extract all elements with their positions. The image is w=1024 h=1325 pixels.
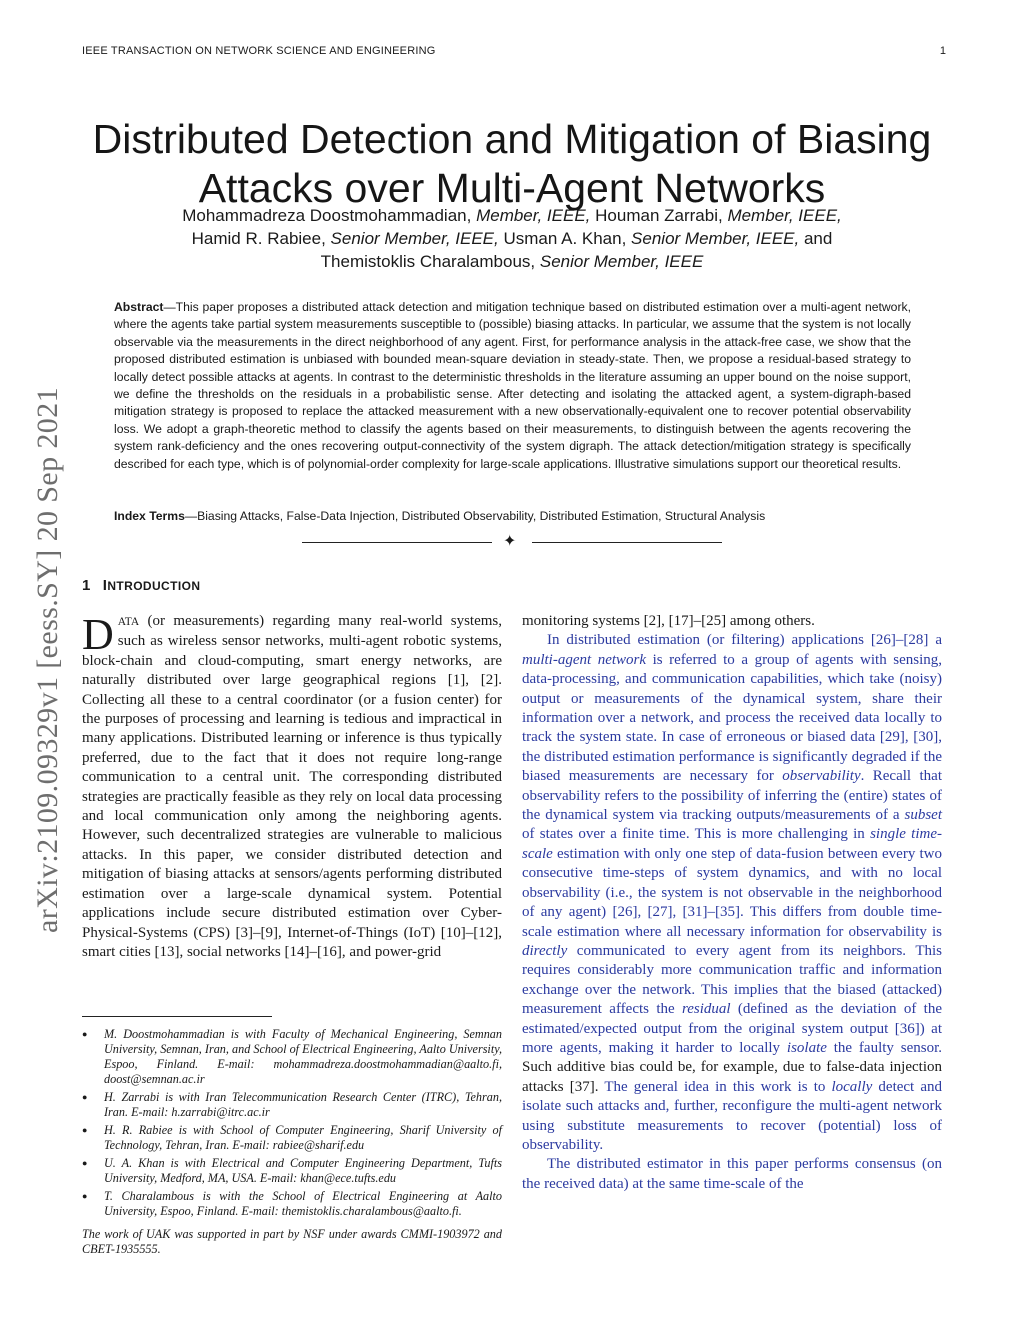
body-column-right: [522, 612, 942, 1194]
intro-paragraph-2: [522, 631, 942, 1155]
footnote-affiliation: ● H. Zarrabi is with Iran Telecommunication Research Center (ITRC), Tehran, Iran. E-mail: h.zarrabi@itrc.ac.ir: [82, 1090, 502, 1120]
paragraph-text: Such additive bias could be, for example, due to false-data injection attacks [37].: [522, 1059, 942, 1095]
section-number: 1: [82, 577, 91, 594]
index-terms-text: —Biasing Attacks, False-Data Injection, Distributed Observability, Distributed Estimation, Structural Analysis: [184, 509, 766, 523]
page-number: 1: [939, 45, 946, 57]
separator-line-right: [532, 542, 722, 543]
separator-line-left: [302, 542, 492, 543]
author-name: Mohammadreza Doostmohammadian,: [182, 206, 472, 225]
drop-cap-smallcaps: ATA: [117, 616, 140, 628]
arxiv-identifier: arXiv:2109.09329v1 [eess.SY] 20 Sep 2021: [31, 387, 64, 933]
highlighted-text: the faulty sensor.: [826, 1039, 942, 1056]
highlighted-text: detect and isolate such attacks and, further, reconfigure the multi-agent network using substitute measurements to recover (potential) loss of observability.: [522, 1078, 942, 1153]
author-line-1: [82, 204, 942, 227]
body-column-left: [82, 612, 502, 962]
emphasis: single time-scale: [522, 826, 943, 862]
paper-title: Distributed Detection and Mitigation of Biasing Attacks over Multi-Agent Networks: [92, 116, 932, 212]
index-terms-label: Index Terms: [114, 509, 185, 523]
intro-paragraph-1-continued: monitoring systems [2], [17]–[25] among others.: [522, 613, 815, 629]
highlighted-text: of states over a finite time. This is more challenging in: [522, 826, 871, 843]
highlighted-text: is referred to a group of agents with sensing, data-processing, and communication capabilities, which take (noisy) output or measurements of the dynamical system, share their information over a network, and process the received data locally to track the system state. In case of erroneous or biased data [29], [30], the distributed estimation performance is significantly degraded if the biased measurements are necessary for: [522, 651, 942, 785]
highlighted-text: communicated to every agent from its neighbors. This requires considerably more communication traffic and information exchange over the network. This implies that the biased (attacked) measurement affects the: [522, 942, 942, 1018]
emphasis: subset: [904, 807, 942, 824]
highlighted-text: (defined as the deviation of the estimated/expected output from the original system output [36]) at more agents, making it harder to locally: [522, 1001, 942, 1056]
author-membership: Member, IEEE,: [727, 206, 842, 225]
abstract-label: Abstract: [114, 300, 164, 314]
highlighted-text: In distributed estimation (or filtering) applications [26]–[28] a: [547, 632, 942, 649]
author-line-2: [82, 227, 942, 250]
emphasis: isolate: [786, 1039, 827, 1056]
separator-star-icon: ✦: [503, 533, 517, 550]
emphasis: residual: [681, 1001, 731, 1018]
author-membership: Member, IEEE,: [476, 206, 591, 225]
paragraph-text: (or measurements) regarding many real-world systems, such as wireless sensor networks, multi-agent robotic systems, block-chain and cloud-computing, smart energy networks, are naturally distributed over large geographical regions [1], [2]. Collecting all these to a central coordinator (or a fusion center) for the purposes of processing and learning is tedious and impractical in many applications. Distributed learning or inference is thus typically preferred, due to the fact that it does not require long-range communication to a central unit. The corresponding distributed strategies are practically feasible as they rely on local data processing and local communication only among the neighboring agents. However, such decentralized strategies are vulnerable to malicious attacks. In this paper, we consider distributed detection and mitigation of biasing attacks at sensors/agents performing distributed estimation over a large-scale dynamical system. Potential applications include secure distributed estimation over Cyber-Physical-Systems (CPS) [3]–[9], Internet-of-Things (IoT) [10]–[12], smart cities [13], social networks [14]–[16], and power-grid: [82, 613, 502, 960]
section-heading: [82, 577, 200, 594]
abstract-text: —This paper proposes a distributed attack detection and mitigation technique based on distributed estimation over a multi-agent network, where the agents take partial system measurements susceptible to (possible) biasing attacks. In particular, we assume that the system is not locally observable via the measurements in the direct neighborhood of any agent. First, for performance analysis in the attack-free case, we show that the proposed distributed estimation is unbiased with bounded mean-square deviation in steady-state. Then, we propose a residual-based strategy to locally detect possible attacks at agents. In contrast to the deterministic thresholds in the literature assuming an upper bound on the noise support, we define the thresholds on the residuals in a probabilistic sense. After detecting and isolating the attacked agent, a system-digraph-based mitigation strategy is proposed to replace the attacked measurement with a new observationally-equivalent one to recover potential observability loss. We adopt a graph-theoretic method to classify the agents based on their measurements, to distinguish between the agents recovering the system rank-deficiency and the ones recovering output-connectivity of the system digraph. The attack detection/mitigation strategy is specifically described for each type, which is of polynomial-order complexity for large-scale applications. Illustrative simulations support our theoretical results.: [114, 300, 911, 471]
highlighted-text: . Recall that observability refers to the possibility of inferring the (entire) states of the dynamical system via tracking outputs/measurements of a: [522, 768, 942, 824]
author-membership: Senior Member, IEEE,: [631, 229, 800, 248]
author-conjunction: and: [803, 229, 833, 248]
footnote-affiliation: ● U. A. Khan is with Electrical and Computer Engineering Department, Tufts University, Medford, MA, USA. E-mail: khan@ece.tufts.edu: [82, 1156, 502, 1186]
author-name: Usman A. Khan,: [503, 229, 627, 248]
author-membership: Senior Member, IEEE,: [330, 229, 499, 248]
footnote-affiliation: ● M. Doostmohammadian is with Faculty of Mechanical Engineering, Semnan University, Semnan, Iran, and School of Electrical Engineering, Aalto University, Espoo, Finland. E-mail: mohammadreza.doostmohammadian@aalto.fi, doost@semnan.ac.ir: [82, 1027, 502, 1087]
highlighted-text: estimation with only one step of data-fusion between every two consecutive time-steps of system dynamics, and with no local observability (i.e., the system is not observable in the neighborhood of any agent) [26], [27], [31]–[35]. This differs from double time-scale estimation where all necessary information for observability is: [522, 845, 942, 940]
index-terms: [114, 508, 911, 525]
section-separator: [302, 533, 722, 550]
intro-paragraph-3: The distributed estimator in this paper performs consensus (on the received data) at the same time-scale of the: [522, 1156, 942, 1192]
emphasis: multi-agent network: [522, 651, 647, 668]
funding-note: The work of UAK was supported in part by NSF under awards CMMI-1903972 and CBET-1935555.: [82, 1227, 502, 1256]
emphasis: directly: [522, 942, 568, 959]
highlighted-text: The general idea in this work is to: [598, 1078, 832, 1095]
intro-paragraph-1: [82, 612, 502, 962]
footnote-rule: [82, 1016, 272, 1017]
affiliation-list: [82, 1027, 502, 1219]
author-name: Houman Zarrabi,: [595, 206, 723, 225]
section-title-initial: I: [102, 577, 108, 594]
author-name: Hamid R. Rabiee,: [191, 229, 326, 248]
author-membership: Senior Member, IEEE: [539, 252, 704, 271]
running-head: IEEE TRANSACTION ON NETWORK SCIENCE AND ENGINEERING: [82, 45, 436, 57]
emphasis: observability: [782, 768, 861, 785]
footnote-affiliation: ● H. R. Rabiee is with School of Computer Engineering, Sharif University of Technology, Tehran, Iran. E-mail: rabiee@sharif.edu: [82, 1123, 502, 1153]
section-title-rest: NTRODUCTION: [107, 579, 201, 593]
drop-cap: D: [82, 610, 114, 659]
author-name: Themistoklis Charalambous,: [320, 252, 536, 271]
author-list: [82, 204, 942, 273]
abstract: [114, 299, 911, 473]
footnote-affiliation: ● T. Charalambous is with the School of Electrical Engineering at Aalto University, Espoo, Finland. E-mail: themistoklis.charalambous@aalto.fi.: [82, 1189, 502, 1219]
author-line-3: [82, 250, 942, 273]
emphasis: locally: [831, 1078, 873, 1095]
footnotes: [82, 1027, 502, 1257]
